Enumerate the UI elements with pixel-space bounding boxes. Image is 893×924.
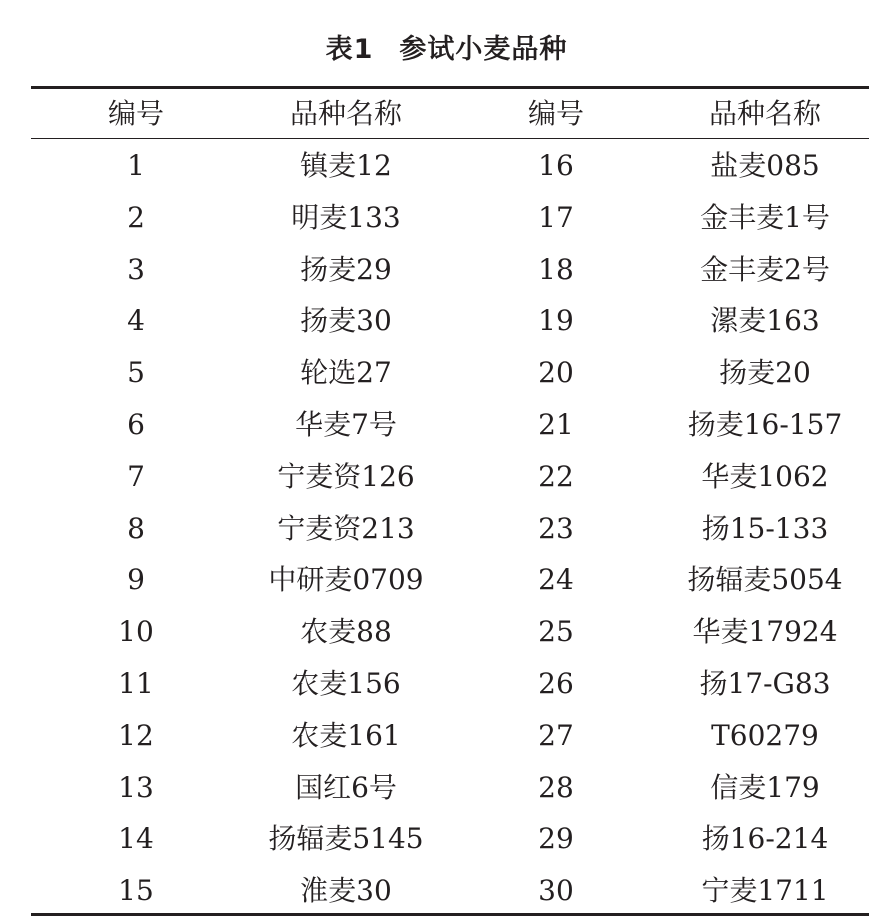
caption-number: 表1 xyxy=(325,34,374,65)
cell-id: 12 xyxy=(118,718,154,752)
cell-variety: 信麦179 xyxy=(710,770,820,804)
cell-variety: 华麦1062 xyxy=(701,459,829,493)
cell-variety: T60279 xyxy=(711,718,819,752)
cell-variety: 扬麦16-157 xyxy=(687,408,843,441)
cell-id: 27 xyxy=(538,718,574,752)
cell-variety: 华麦7号 xyxy=(295,408,397,441)
cell-id: 9 xyxy=(127,563,145,597)
cell-id: 8 xyxy=(127,511,145,545)
cell-variety: 淮麦30 xyxy=(300,874,392,908)
cell-id: 21 xyxy=(538,408,574,441)
cell-variety: 农麦88 xyxy=(300,615,392,649)
cell-variety: 镇麦12 xyxy=(300,149,392,182)
cell-variety: 扬麦20 xyxy=(719,356,811,390)
cell-variety: 国红6号 xyxy=(295,770,397,804)
cell-id: 23 xyxy=(538,511,574,545)
table-top-rule xyxy=(31,86,869,89)
cell-id: 28 xyxy=(538,770,574,804)
caption-text: 参试小麦品种 xyxy=(399,34,568,65)
cell-id: 19 xyxy=(538,304,574,338)
cell-variety: 盐麦085 xyxy=(710,149,820,182)
cell-id: 1 xyxy=(127,149,145,182)
cell-variety: 华麦17924 xyxy=(692,615,838,649)
table-bottom-rule xyxy=(31,913,869,916)
cell-id: 30 xyxy=(538,874,574,908)
cell-variety: 漯麦163 xyxy=(710,304,820,338)
cell-variety: 金丰麦2号 xyxy=(700,252,830,286)
cell-variety: 扬16-214 xyxy=(701,822,829,856)
cell-id: 5 xyxy=(127,356,145,390)
cell-id: 14 xyxy=(118,822,154,856)
cell-variety: 扬麦30 xyxy=(300,304,392,338)
cell-id: 4 xyxy=(127,304,145,338)
cell-id: 15 xyxy=(118,874,154,908)
cell-variety: 农麦161 xyxy=(291,718,401,752)
cell-id: 7 xyxy=(127,459,145,493)
cell-id: 29 xyxy=(538,822,574,856)
cell-variety: 农麦156 xyxy=(291,667,401,700)
cell-id: 10 xyxy=(118,615,154,649)
cell-id: 20 xyxy=(538,356,574,390)
table-header-rule xyxy=(31,138,869,139)
cell-id: 16 xyxy=(538,149,574,182)
cell-variety: 轮选27 xyxy=(300,356,392,390)
cell-variety: 宁麦资126 xyxy=(277,459,415,493)
cell-id: 11 xyxy=(118,667,154,700)
cell-id: 2 xyxy=(127,200,145,234)
header-id-right: 编号 xyxy=(527,97,584,130)
cell-variety: 中研麦0709 xyxy=(268,563,424,597)
header-name-right: 品种名称 xyxy=(708,97,821,130)
cell-variety: 明麦133 xyxy=(291,200,401,234)
table-caption xyxy=(0,28,893,72)
cell-variety: 扬麦29 xyxy=(300,252,392,286)
cell-id: 13 xyxy=(118,770,154,804)
cell-variety: 金丰麦1号 xyxy=(700,200,830,234)
header-id-left: 编号 xyxy=(107,97,164,130)
cell-id: 25 xyxy=(538,615,574,649)
cell-variety: 扬辐麦5054 xyxy=(687,563,843,597)
cell-variety: 扬17-G83 xyxy=(699,667,831,700)
cell-variety: 宁麦1711 xyxy=(701,874,829,908)
cell-variety: 扬辐麦5145 xyxy=(268,822,424,856)
cell-variety: 扬15-133 xyxy=(701,511,829,545)
cell-id: 26 xyxy=(538,667,574,700)
cell-id: 17 xyxy=(538,200,574,234)
cell-variety: 宁麦资213 xyxy=(277,511,415,545)
cell-id: 6 xyxy=(127,408,145,441)
cell-id: 18 xyxy=(538,252,574,286)
header-name-left: 品种名称 xyxy=(289,97,402,130)
cell-id: 3 xyxy=(127,252,145,286)
cell-id: 22 xyxy=(538,459,574,493)
cell-id: 24 xyxy=(538,563,574,597)
